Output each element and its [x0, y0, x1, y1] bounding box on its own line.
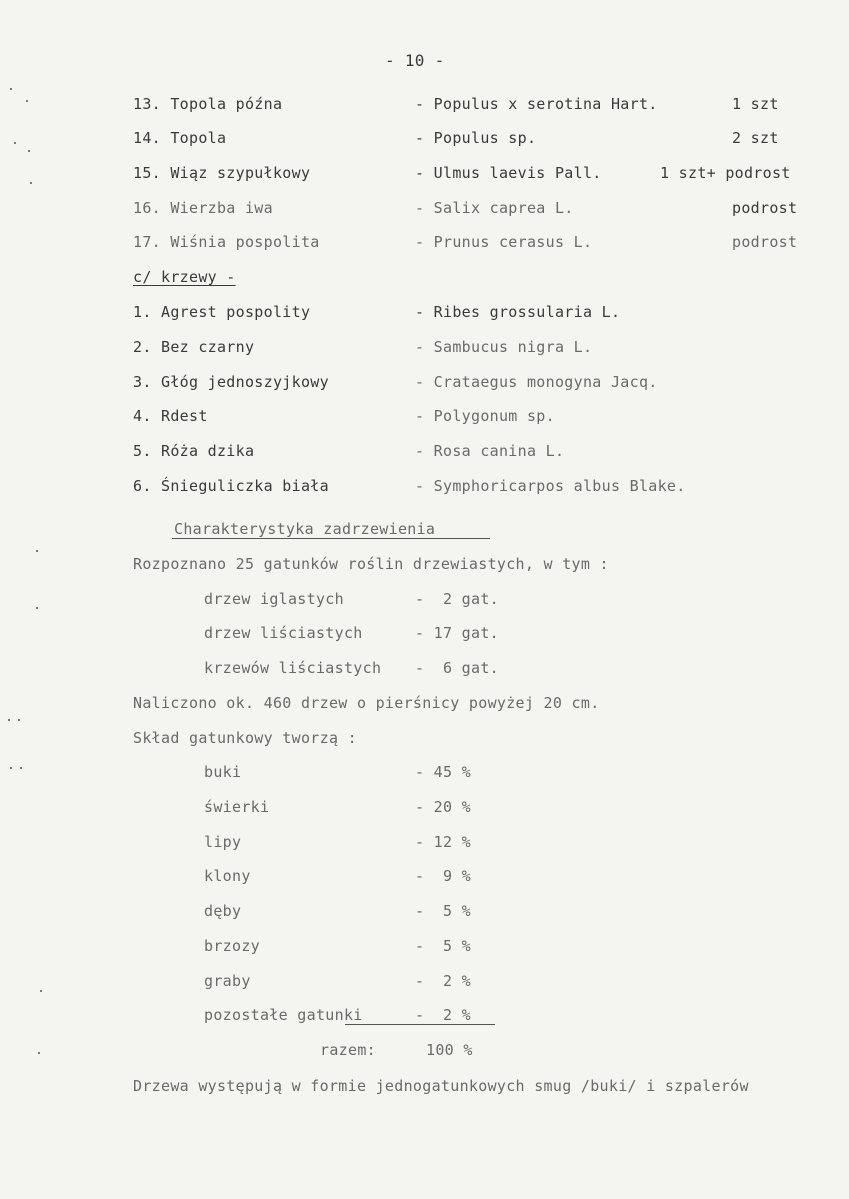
composition-label: klony [204, 867, 251, 885]
composition-value: - 5 % [415, 937, 471, 955]
scan-speck [40, 990, 42, 992]
tree-count: podrost [732, 199, 798, 217]
page-number: - 10 - [385, 51, 445, 70]
tree-latin: - Salix caprea L. [415, 199, 574, 217]
final-line: Drzewa występują w formie jednogatunkowych smug /buki/ i szpalerów [133, 1077, 749, 1095]
composition-value: - 12 % [415, 833, 471, 851]
shrub-name: 3. Głóg jednoszyjkowy [133, 373, 329, 391]
group-value: - 2 gat. [415, 590, 499, 608]
recognized-line: Rozpoznano 25 gatunków roślin drzewiastych, w tym : [133, 555, 609, 573]
composition-label: świerki [204, 798, 270, 816]
scan-speck [10, 767, 12, 769]
shrub-latin: - Polygonum sp. [415, 407, 555, 425]
scan-speck [14, 142, 16, 144]
group-label: krzewów liściastych [204, 659, 382, 677]
section-title-underline [172, 538, 490, 539]
scan-speck [10, 88, 12, 90]
scan-speck [28, 150, 30, 152]
composition-value: - 9 % [415, 867, 471, 885]
scan-speck [38, 1052, 40, 1054]
tree-count: 1 szt [732, 95, 779, 113]
scan-speck [8, 719, 10, 721]
tree-name: 17. Wiśnia pospolita [133, 233, 320, 251]
tree-count: 1 szt+ podrost [660, 164, 791, 182]
tree-name: 16. Wierzba iwa [133, 199, 273, 217]
section-title: Charakterystyka zadrzewienia [174, 520, 436, 538]
tree-latin: - Ulmus laevis Pall. [415, 164, 602, 182]
composition-value: - 5 % [415, 902, 471, 920]
group-value: - 6 gat. [415, 659, 499, 677]
composition-value: - 20 % [415, 798, 471, 816]
sum-rule [345, 1024, 495, 1025]
tree-count: podrost [732, 233, 798, 251]
tree-latin: - Prunus cerasus L. [415, 233, 593, 251]
composition-value: - 45 % [415, 763, 471, 781]
composition-label: brzozy [204, 937, 260, 955]
shrub-latin: - Rosa canina L. [415, 442, 565, 460]
shrub-name: 6. Śnieguliczka biała [133, 477, 329, 495]
scan-speck [26, 100, 28, 102]
composition-value: - 2 % [415, 972, 471, 990]
counted-line: Naliczono ok. 460 drzew o pierśnicy powyżej 20 cm. [133, 694, 600, 712]
shrub-name: 4. Rdest [133, 407, 208, 425]
group-label: drzew liściastych [204, 624, 363, 642]
tree-latin: - Populus x serotina Hart. [415, 95, 658, 113]
scan-speck [18, 719, 20, 721]
tree-name: 14. Topola [133, 129, 227, 147]
composition-label: buki [204, 763, 242, 781]
total-label: razem: [320, 1041, 376, 1059]
composition-label: graby [204, 972, 251, 990]
total-value: 100 % [426, 1041, 473, 1059]
group-label: drzew iglastych [204, 590, 344, 608]
shrub-latin: - Symphoricarpos albus Blake. [415, 477, 686, 495]
shrub-name: 5. Róża dzika [133, 442, 255, 460]
tree-count: 2 szt [732, 129, 779, 147]
scan-speck [20, 767, 22, 769]
composition-label: lipy [204, 833, 242, 851]
shrub-latin: - Sambucus nigra L. [415, 338, 593, 356]
tree-latin: - Populus sp. [415, 129, 537, 147]
shrub-latin: - Ribes grossularia L. [415, 303, 621, 321]
shrub-name: 1. Agrest pospolity [133, 303, 311, 321]
shrubs-heading: c/ krzewy - [133, 268, 236, 286]
scan-speck [30, 182, 32, 184]
shrub-name: 2. Bez czarny [133, 338, 255, 356]
group-value: - 17 gat. [415, 624, 499, 642]
shrub-latin: - Crataegus monogyna Jacq. [415, 373, 658, 391]
composition-label: pozostałe gatunki [204, 1006, 363, 1024]
scan-speck [36, 607, 38, 609]
composition-value: - 2 % [415, 1006, 471, 1024]
composition-label: dęby [204, 902, 242, 920]
composition-intro: Skład gatunkowy tworzą : [133, 729, 357, 747]
scan-speck [36, 550, 38, 552]
tree-name: 15. Wiąz szypułkowy [133, 164, 311, 182]
tree-name: 13. Topola późna [133, 95, 283, 113]
